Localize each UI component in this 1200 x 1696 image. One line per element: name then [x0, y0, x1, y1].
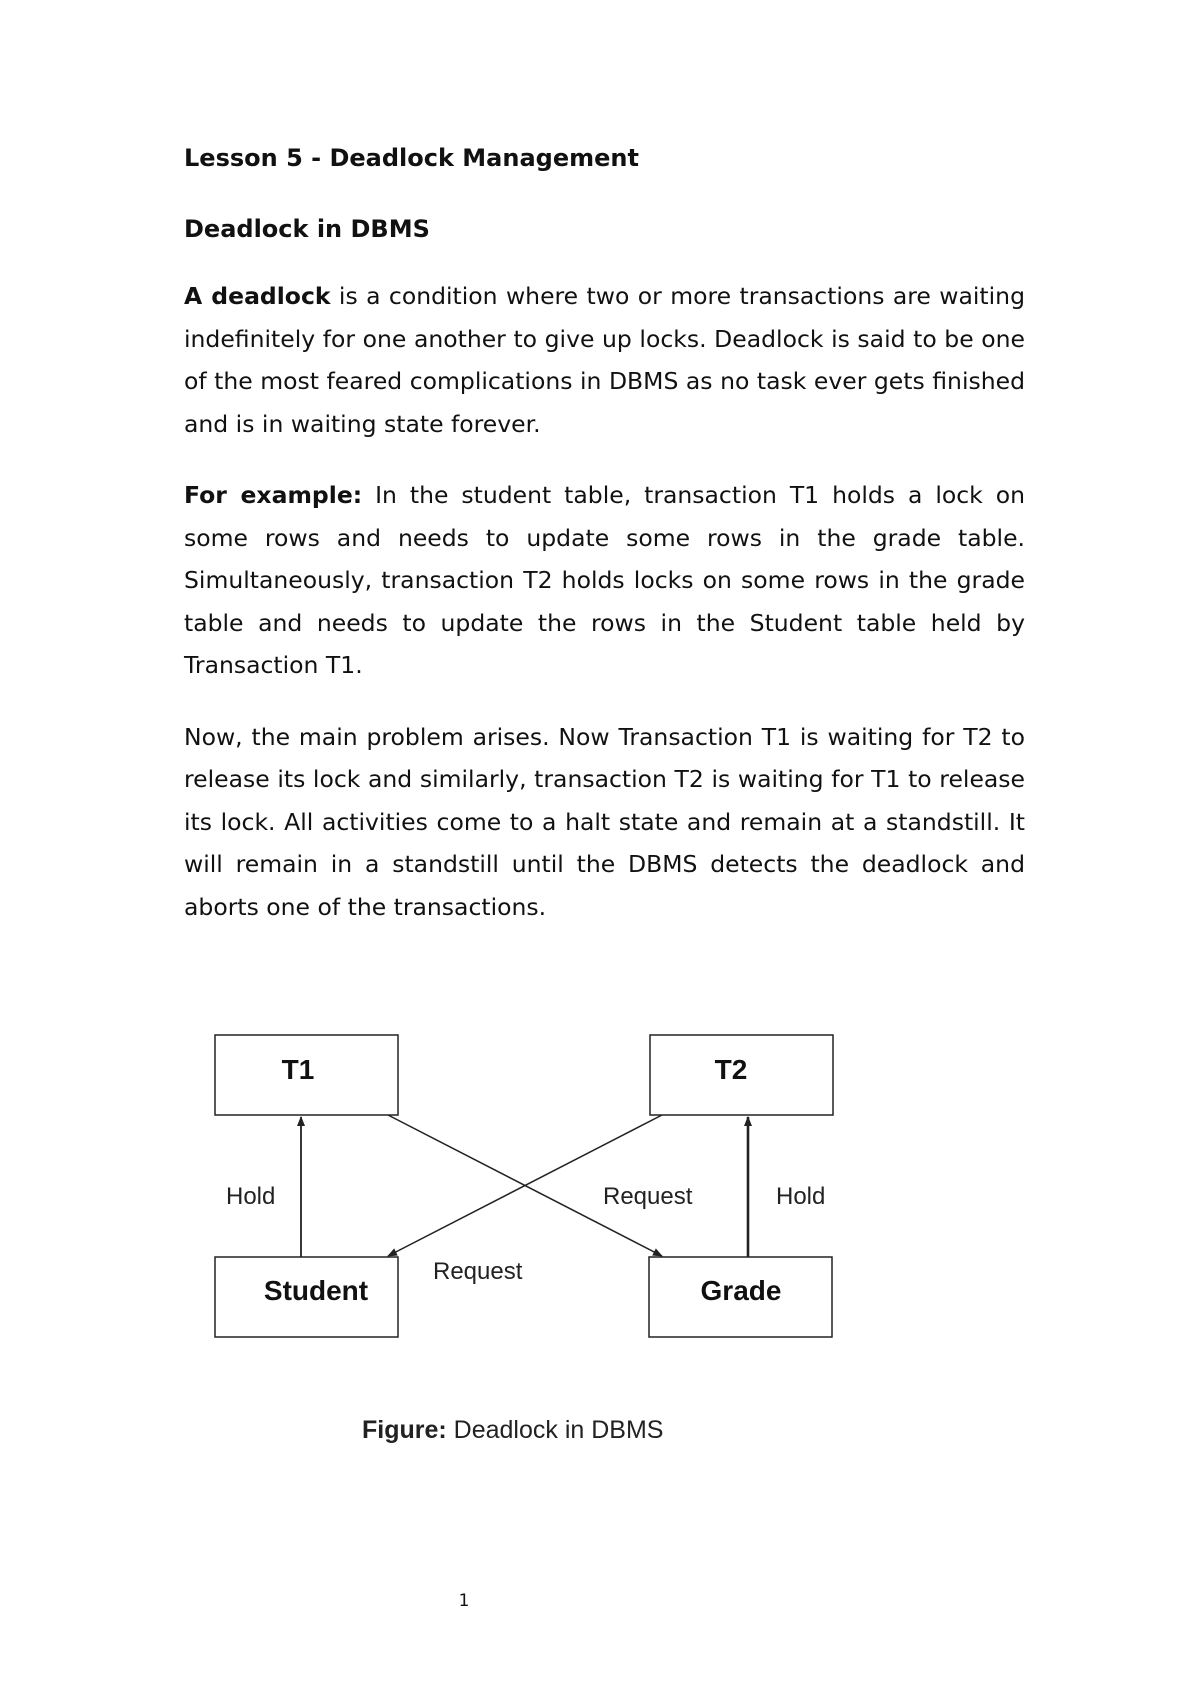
- figure-caption: [362, 1416, 663, 1444]
- node-grade-label: Grade: [700, 1275, 782, 1306]
- figure-caption-text: Deadlock in DBMS: [446, 1416, 664, 1444]
- page-number: 1: [458, 1591, 470, 1611]
- node-student-label: Student: [263, 1275, 369, 1306]
- edge-label-request-bottom: Request: [433, 1258, 523, 1285]
- node-t2-label: T2: [714, 1054, 748, 1085]
- paragraph-definition-text: is a condition where two or more transactions are waiting indefinitely for one another to give up locks. Deadlock is said to be one of the most feared complications in DBMS as no task ever gets finished and is in waiting state forever.: [184, 282, 1025, 438]
- lesson-title: Lesson 5 - Deadlock Management: [184, 144, 639, 172]
- figure-caption-label: Figure:: [362, 1416, 447, 1444]
- paragraph-definition-lead: A deadlock: [184, 282, 331, 310]
- edge-label-hold-right: Hold: [776, 1183, 826, 1210]
- paragraph-example-text: In the student table, transaction T1 holds a lock on some rows and needs to update some rows in the grade table. Simultaneously, transaction T2 holds locks on some rows in the grade table and needs to update the rows in the Student table held by Transaction T1.: [184, 481, 1025, 679]
- paragraph-problem: Now, the main problem arises. Now Transaction T1 is waiting for T2 to release its lock and similarly, transaction T2 is waiting for T1 to release its lock. All activities come to a halt state and remain at a standstill. It will remain in a standstill until the DBMS detects the deadlock and aborts one of the transactions.: [184, 722, 1025, 921]
- edge-label-request-right: Request: [603, 1183, 693, 1210]
- paragraph-example-lead: For example:: [184, 481, 363, 509]
- node-t1-label: T1: [281, 1054, 315, 1085]
- edge-label-hold-left: Hold: [226, 1183, 276, 1210]
- section-title: Deadlock in DBMS: [184, 215, 430, 243]
